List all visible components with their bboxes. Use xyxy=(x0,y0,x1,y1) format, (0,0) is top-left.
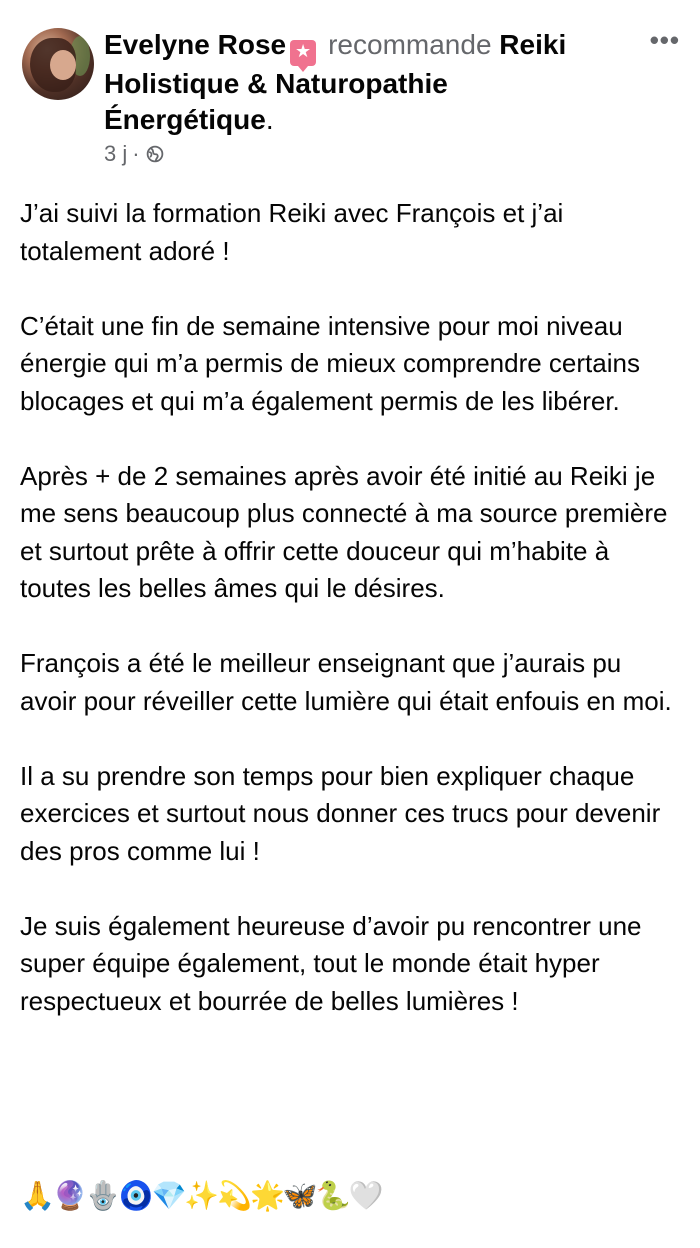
avatar-face xyxy=(50,50,76,80)
author-avatar[interactable] xyxy=(22,28,94,100)
header-period: . xyxy=(265,104,274,135)
post-paragraph: Je suis également heureuse d’avoir pu rencontrer une super équipe également, tout le monde était hyper respectueux et bourrée de belles lumières ! xyxy=(20,910,642,1016)
post-header xyxy=(104,27,604,138)
post-paragraph: C’était une fin de semaine intensive pour moi niveau énergie qui m’a permis de mieux comprendre certains blocages et qui m’a également permis de les libérer. xyxy=(20,310,640,416)
page-name[interactable]: Reiki Holistique & Naturopathie Énergétique xyxy=(104,29,567,135)
emoji-row: 🙏🔮🪬🧿💎✨💫🌟🦋🐍🤍 xyxy=(20,1179,382,1212)
action-text: recommande xyxy=(328,29,492,60)
post-time[interactable]: 3 j xyxy=(104,141,128,166)
recommend-star-icon: ★ xyxy=(290,40,316,66)
post-body xyxy=(20,195,680,1058)
post-paragraph: J’ai suivi la formation Reiki avec François et j’ai totalement adoré ! xyxy=(20,198,564,266)
more-options-icon[interactable]: ••• xyxy=(649,25,680,55)
post-paragraph: Après + de 2 semaines après avoir été initié au Reiki je me sens beaucoup plus connecté à ma source première et surtout prête à offrir cette douceur qui m’habite à toutes les belles âmes qui le désires. xyxy=(20,460,668,603)
post-paragraph: Il a su prendre son temps pour bien expliquer chaque exercices et surtout nous donner ces trucs pour devenir des pros comme lui ! xyxy=(20,760,661,866)
post-meta xyxy=(104,140,164,168)
globe-icon[interactable] xyxy=(146,145,164,163)
post-paragraph: François a été le meilleur enseignant que j’aurais pu avoir pour réveiller cette lumière qui était enfouis en moi. xyxy=(20,648,672,716)
meta-separator: · xyxy=(132,141,140,166)
author-name[interactable]: Evelyne Rose xyxy=(104,29,287,60)
